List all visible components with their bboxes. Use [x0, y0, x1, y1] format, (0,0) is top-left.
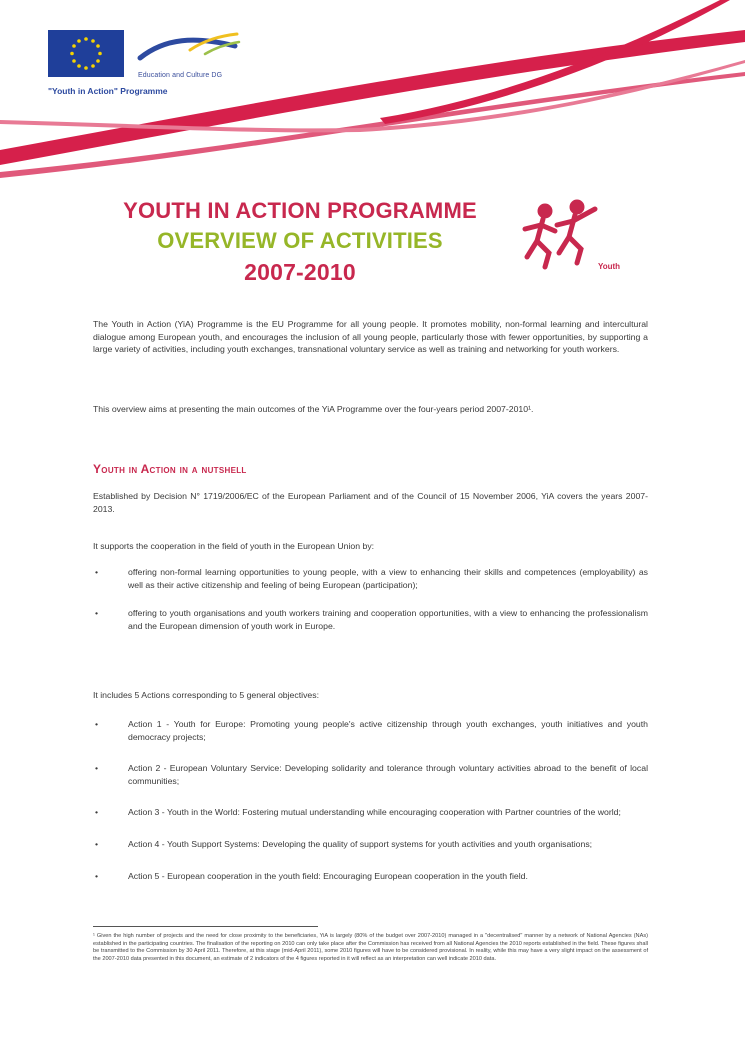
- footnote: ¹ Given the high number of projects and the need for close proximity to the beneficiaries, YiA is largely (80% of the budget over 2007-2010) managed in a "decentralised" manner by a network of National Agencies (NAs) established in the participating countries. The finalisation of the reporting on 2010 can only take place after the Commission has received from all National Agencies the 2010 reports established in the field. These figures shall be transmitted to the Commission by 30 April 2011. Therefore, at this stage (mid-April 2011), some 2010 figures will have to be considered provisional. In reality, while this may have a very slight impact on the assessment of the 2007-2010 data presented in this document, an estimate of 2 indicators of the 4 figures reported in it will reflect as an interpretation can well indicate 2010 data.: [93, 933, 648, 962]
- bullet: •: [95, 838, 99, 849]
- list-item: [93, 762, 648, 787]
- list-item-text: Action 1 - Youth for Europe: Promoting young people's active citizenship through youth exchanges, youth initiatives and youth democracy projects;: [128, 719, 648, 742]
- youth-badge-label: Youth: [598, 262, 621, 271]
- established-paragraph: Established by Decision N° 1719/2006/EC of the European Parliament and of the Council of 15 November 2006, YiA covers the years 2007-2013.: [93, 491, 648, 514]
- actions-intro: It includes 5 Actions corresponding to 5 general objectives:: [93, 690, 320, 700]
- list-item-text: offering to youth organisations and youth workers training and cooperation opportunities, with a view to enhancing the professionalism and the European dimension of youth work in Europe.: [128, 608, 648, 631]
- bullet: •: [95, 870, 99, 881]
- bullet: •: [95, 807, 99, 818]
- list-item: [93, 838, 648, 851]
- actions-list: [93, 718, 648, 901]
- list-item-text: Action 5 - European cooperation in the youth field: Encouraging European cooperation in the youth field.: [128, 870, 528, 881]
- document-subtitle: OVERVIEW OF ACTIVITIES: [157, 228, 443, 253]
- bullet: •: [95, 763, 99, 774]
- youth-in-action-logo: [135, 28, 245, 68]
- list-item-text: offering non-formal learning opportunities to young people, with a view to enhancing their skills and competences (employability) as well as their active citizenship and feeling of being European (participation);: [128, 567, 648, 590]
- section-heading: Youth in Action in a nutshell: [93, 462, 247, 476]
- list-item-text: Action 4 - Youth Support Systems: Developing the quality of support systems for youth activities and youth organisations;: [128, 838, 593, 849]
- runners-icon: [515, 195, 655, 290]
- list-item: [93, 718, 648, 743]
- eu-flag-icon: [48, 30, 124, 77]
- document-title: YOUTH IN ACTION PROGRAMME: [123, 198, 477, 223]
- list-item: [93, 566, 648, 591]
- document-period: 2007-2010: [244, 259, 356, 285]
- supports-list: [93, 566, 648, 648]
- overview-paragraph: This overview aims at presenting the main outcomes of the YiA Programme over the four-years period 2007-2010¹.: [93, 404, 534, 414]
- list-item: [93, 870, 648, 883]
- bullet: •: [95, 608, 99, 619]
- list-item-text: Action 3 - Youth in the World: Fostering mutual understanding while encouraging cooperation with Partner countries of the world;: [128, 807, 621, 818]
- bullet: •: [95, 719, 99, 729]
- list-item: [93, 806, 648, 819]
- list-item-text: Action 2 - European Voluntary Service: Developing solidarity and tolerance through voluntary activities abroad to the benefit of local communities;: [128, 763, 648, 786]
- supports-intro: It supports the cooperation in the field of youth in the European Union by:: [93, 541, 375, 551]
- list-item: [93, 607, 648, 632]
- page-header: [0, 0, 745, 200]
- intro-paragraph: The Youth in Action (YiA) Programme is the EU Programme for all young people. It promotes mobility, non-formal learning and intercultural dialogue among European youth, and encourages the inclusion of all young people, particularly those with fewer opportunities, by supporting a large variety of activities, including youth exchanges, transnational voluntary service as well as training and networking for youth workers.: [93, 319, 648, 355]
- logo-programme-name: "Youth in Action" Programme: [48, 86, 168, 96]
- footnote-divider: [93, 926, 318, 927]
- logo-subtitle: Education and Culture DG: [138, 72, 223, 79]
- bullet: •: [95, 567, 99, 577]
